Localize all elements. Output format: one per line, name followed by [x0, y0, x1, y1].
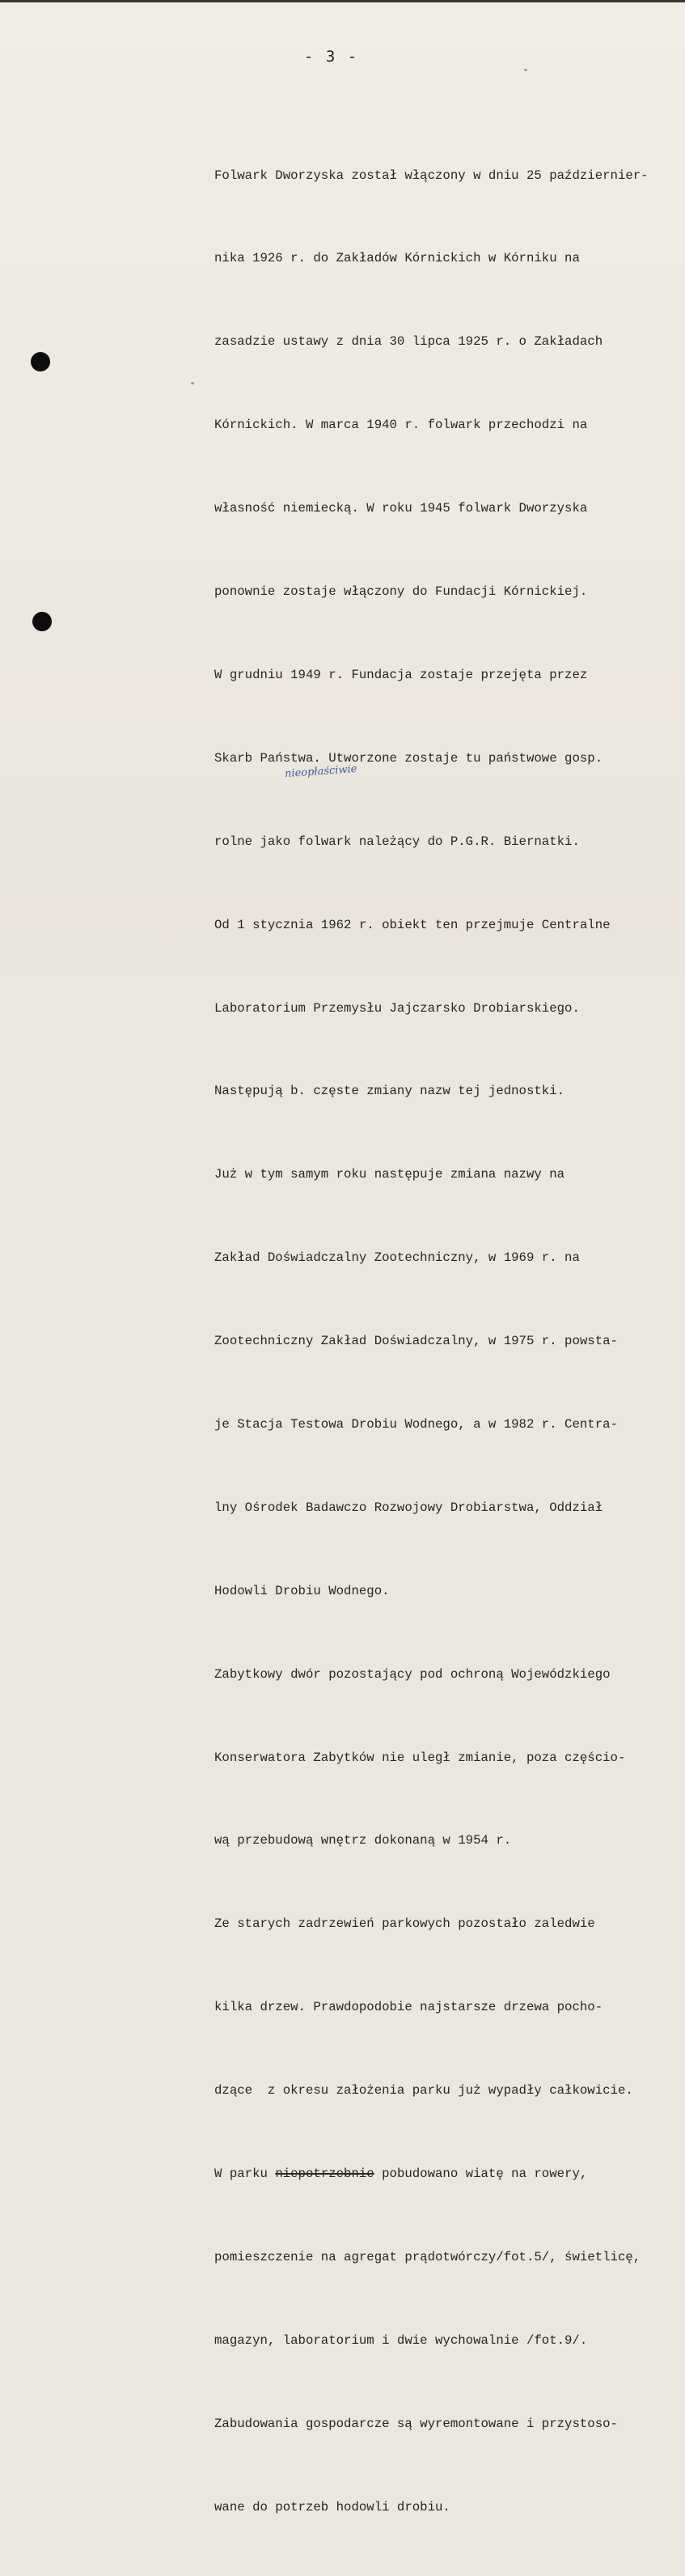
text-line: pomieszczenie na agregat prądotwórczy/fot.5/, świetlicę, — [214, 2249, 641, 2264]
typewritten-paragraph — [214, 106, 683, 2576]
text-line: Folwark Dworzyska został włączony w dniu 25 październier- — [214, 168, 649, 183]
text-line: je Stacja Testowa Drobiu Wodnego, a w 1982 r. Centra- — [214, 1416, 618, 1432]
text-line: Zabytkowy dwór pozostający pod ochroną Wojewódzkiego — [214, 1666, 611, 1682]
text-line: Następują b. częste zmiany nazw tej jednostki. — [214, 1084, 565, 1099]
text-line: W grudniu 1949 r. Fundacja zostaje przejęta przez — [214, 667, 588, 682]
text-line: Od 1 stycznia 1962 r. obiekt ten przejmuje Centralne — [214, 917, 611, 932]
paper-speck — [191, 382, 194, 384]
text-line: zasadzie ustawy z dnia 30 lipca 1925 r. o Zakładach — [214, 334, 603, 350]
scan-border — [0, 0, 685, 2]
paper-speck — [524, 69, 527, 71]
text-line: rolne jako folwark należący do P.G.R. Biernatki. — [214, 834, 580, 849]
text-line: lny Ośrodek Badawczo Rozwojowy Drobiarstwa, Oddział — [214, 1500, 603, 1515]
text-line: nika 1926 r. do Zakładów Kórnickich w Kórniku na — [214, 251, 580, 266]
text-line: Ze starych zadrzewień parkowych pozostało zaledwie — [214, 1916, 595, 1932]
text-line: Skarb Państwa. Utworzone zostaje tu państwowe gosp. — [214, 750, 603, 766]
punch-hole-lower — [32, 612, 52, 631]
text-line: kilka drzew. Prawdopodobie najstarsze drzewa pocho- — [214, 2000, 603, 2015]
handwritten-correction: nieopłaściwie — [284, 762, 357, 781]
punch-hole-upper — [31, 352, 50, 371]
struck-word: niepotrzebnie — [275, 2166, 374, 2181]
text-line: wą przebudową wnętrz dokonaną w 1954 r. — [214, 1833, 512, 1848]
text-line: Kórnickich. W marca 1940 r. folwark przechodzi na — [214, 418, 588, 433]
text-line: Laboratorium Przemysłu Jajczarsko Drobiarskiego. — [214, 1000, 580, 1016]
text-line: Zakład Doświadczalny Zootechniczny, w 1969 r. na — [214, 1250, 580, 1266]
text-line: Hodowli Drobiu Wodnego. — [214, 1583, 390, 1598]
text-line: magazyn, laboratorium i dwie wychowalnie /fot.9/. — [214, 2332, 588, 2348]
text-line: W parku niepotrzebnie pobudowano wiatę na rowery, — [214, 2166, 588, 2181]
text-line: ponownie zostaje włączony do Fundacji Kórnickiej. — [214, 584, 588, 600]
text-line: własność niemiecką. W roku 1945 folwark Dworzyska — [214, 501, 588, 516]
page-number: - 3 - — [304, 48, 359, 66]
text-line: Już w tym samym roku następuje zmiana nazwy na — [214, 1167, 565, 1182]
text-line: Zabudowania gospodarcze są wyremontowane i przystoso- — [214, 2416, 618, 2431]
text-line: Konserwatora Zabytków nie uległ zmianie, poza częścio- — [214, 1750, 626, 1765]
text-line: Zootechniczny Zakład Doświadczalny, w 1975 r. powsta- — [214, 1334, 618, 1349]
text-line: dzące z okresu założenia parku już wypadły całkowicie. — [214, 2083, 633, 2099]
text-line: wane do potrzeb hodowli drobiu. — [214, 2499, 450, 2514]
